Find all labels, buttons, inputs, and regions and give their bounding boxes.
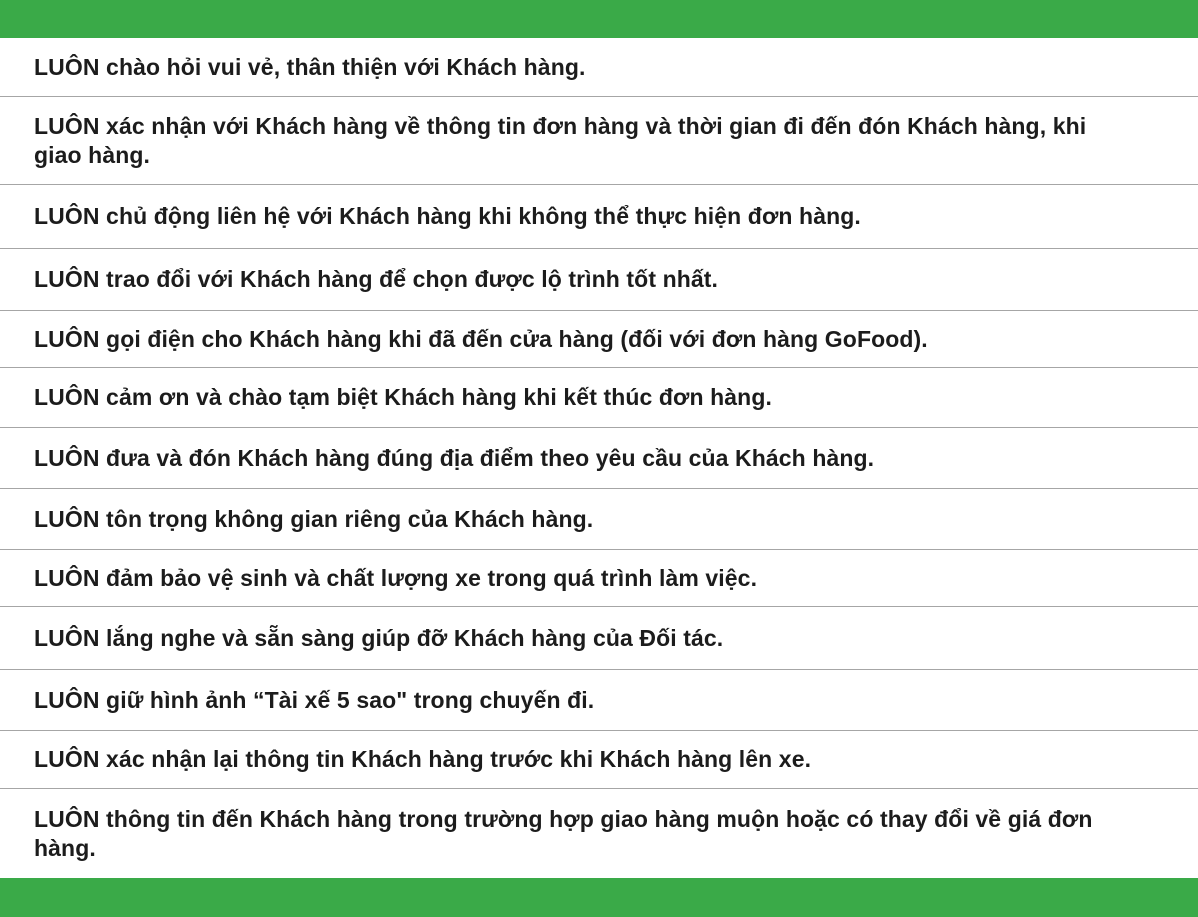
rule-row-8 <box>0 489 1198 550</box>
rule-row-4 <box>0 249 1198 311</box>
rule-text-11: LUÔN giữ hình ảnh “Tài xế 5 sao" trong chuyến đi. <box>34 686 595 713</box>
rule-text-1: LUÔN chào hỏi vui vẻ, thân thiện với Khách hàng. <box>34 53 586 80</box>
rule-row-2 <box>0 97 1198 185</box>
rule-row-5 <box>0 311 1198 368</box>
rule-text-2: LUÔN xác nhận với Khách hàng về thông tin đơn hàng và thời gian đi đến đón Khách hàng, khi giao hàng. <box>34 112 1087 168</box>
rule-text-13: LUÔN thông tin đến Khách hàng trong trường hợp giao hàng muộn hoặc có thay đổi về giá đơn hàng. <box>34 805 1093 861</box>
rule-text-12: LUÔN xác nhận lại thông tin Khách hàng trước khi Khách hàng lên xe. <box>34 746 812 772</box>
top-green-bar <box>0 0 1198 38</box>
rule-row-12 <box>0 731 1198 789</box>
rule-text-10: LUÔN lắng nghe và sẵn sàng giúp đỡ Khách hàng của Đối tác. <box>34 624 724 651</box>
rule-text-9: LUÔN đảm bảo vệ sinh và chất lượng xe trong quá trình làm việc. <box>34 564 758 591</box>
bottom-green-bar <box>0 878 1198 917</box>
rule-text-6: LUÔN cảm ơn và chào tạm biệt Khách hàng khi kết thúc đơn hàng. <box>34 384 772 410</box>
rule-row-6 <box>0 368 1198 428</box>
rules-list <box>0 38 1198 878</box>
rule-row-1 <box>0 38 1198 97</box>
rule-text-5: LUÔN gọi điện cho Khách hàng khi đã đến cửa hàng (đối với đơn hàng GoFood). <box>34 325 928 352</box>
rule-row-3 <box>0 185 1198 249</box>
rule-text-8: LUÔN tôn trọng không gian riêng của Khách hàng. <box>34 505 594 532</box>
rule-row-13 <box>0 789 1198 878</box>
rule-text-4: LUÔN trao đổi với Khách hàng để chọn được lộ trình tốt nhất. <box>34 266 719 292</box>
rule-row-9 <box>0 550 1198 607</box>
rule-row-11 <box>0 670 1198 731</box>
rule-row-10 <box>0 607 1198 670</box>
rule-text-7: LUÔN đưa và đón Khách hàng đúng địa điểm theo yêu cầu của Khách hàng. <box>34 444 875 471</box>
rule-text-3: LUÔN chủ động liên hệ với Khách hàng khi không thể thực hiện đơn hàng. <box>34 203 861 229</box>
rule-row-7 <box>0 428 1198 489</box>
